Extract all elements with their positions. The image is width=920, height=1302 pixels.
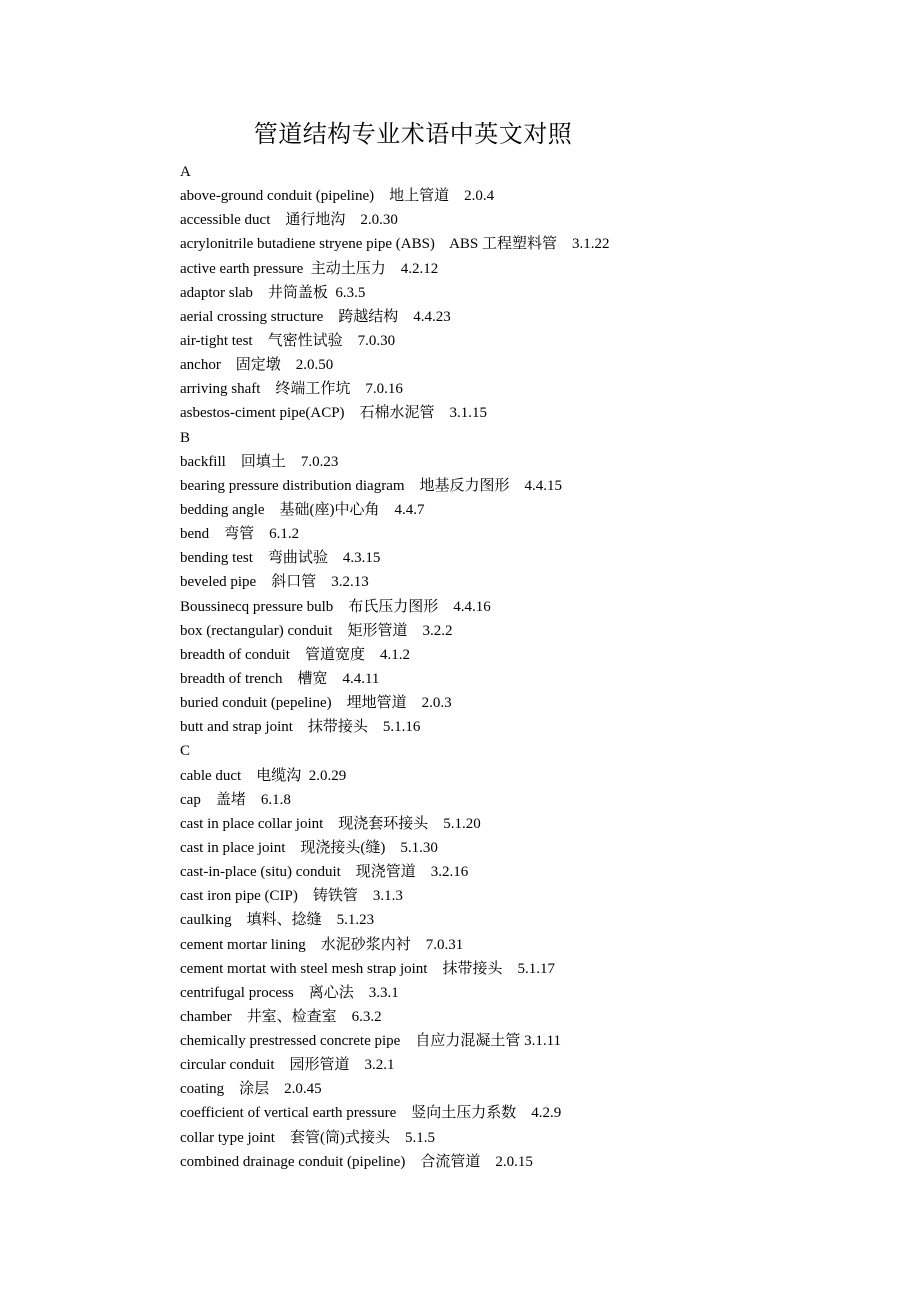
glossary-line: active earth pressure 主动土压力 4.2.12 (180, 260, 439, 277)
glossary-line: breadth of trench 槽宽 4.4.11 (180, 670, 380, 687)
glossary-line: coefficient of vertical earth pressure 竖向土压力系数 4.2.9 (180, 1105, 562, 1122)
glossary-line: cap 盖堵 6.1.8 (180, 791, 291, 808)
glossary-line: A (180, 164, 191, 180)
glossary-line: beveled pipe 斜口管 3.2.13 (180, 574, 369, 591)
glossary-line: cast in place collar joint 现浇套环接头 5.1.20 (180, 815, 481, 832)
glossary-line: accessible duct 通行地沟 2.0.30 (180, 212, 398, 229)
glossary-line: air-tight test 气密性试验 7.0.30 (180, 332, 396, 349)
glossary-line: cement mortat with steel mesh strap joint 抹带接头 5.1.17 (180, 960, 555, 977)
glossary-line: box (rectangular) conduit 矩形管道 3.2.2 (180, 622, 453, 639)
glossary-line: bedding angle 基础(座)中心角 4.4.7 (180, 501, 425, 518)
glossary-line: cast-in-place (situ) conduit 现浇管道 3.2.16 (180, 864, 469, 881)
glossary-line: anchor 固定墩 2.0.50 (180, 357, 334, 374)
glossary-line: cast in place joint 现浇接头(缝) 5.1.30 (180, 839, 438, 856)
glossary-list (180, 160, 880, 1174)
glossary-line: circular conduit 园形管道 3.2.1 (180, 1057, 395, 1074)
glossary-line: Boussinecq pressure bulb 布氏压力图形 4.4.16 (180, 598, 491, 615)
glossary-line: above-ground conduit (pipeline) 地上管道 2.0.4 (180, 188, 495, 205)
glossary-line: coating 涂层 2.0.45 (180, 1081, 322, 1098)
glossary-line: cast iron pipe (CIP) 铸铁管 3.1.3 (180, 888, 403, 905)
glossary-line: breadth of conduit 管道宽度 4.1.2 (180, 646, 410, 663)
glossary-line: B (180, 429, 191, 446)
glossary-line: bearing pressure distribution diagram 地基反力图形 4.4.15 (180, 477, 563, 494)
glossary-line: acrylonitrile butadiene stryene pipe (ABS) ABS 工程塑料管 3.1.22 (180, 236, 610, 253)
glossary-line: asbestos-ciment pipe(ACP) 石棉水泥管 3.1.15 (180, 405, 488, 422)
glossary-line: cement mortar lining 水泥砂浆内衬 7.0.31 (180, 936, 464, 953)
glossary-line: cable duct 电缆沟 2.0.29 (180, 767, 347, 784)
document-title: 管道结构专业术语中英文对照 (253, 122, 573, 148)
glossary-line: chamber 井室、检查室 6.3.2 (180, 1008, 382, 1025)
glossary-line: collar type joint 套管(筒)式接头 5.1.5 (180, 1129, 435, 1146)
glossary-line: caulking 填料、捻缝 5.1.23 (180, 912, 375, 929)
glossary-line: combined drainage conduit (pipeline) 合流管道 2.0.15 (180, 1153, 533, 1170)
glossary-line: butt and strap joint 抹带接头 5.1.16 (180, 719, 421, 736)
glossary-line: bending test 弯曲试验 4.3.15 (180, 550, 381, 567)
glossary-line: chemically prestressed concrete pipe 自应力混凝土管 3.1.11 (180, 1033, 562, 1050)
glossary-line: centrifugal process 离心法 3.3.1 (180, 984, 399, 1001)
glossary-line: arriving shaft 终端工作坑 7.0.16 (180, 381, 403, 398)
glossary-line: backfill 回填土 7.0.23 (180, 453, 339, 470)
glossary-line: adaptor slab 井筒盖板 6.3.5 (180, 284, 366, 301)
glossary-line: aerial crossing structure 跨越结构 4.4.23 (180, 308, 451, 325)
glossary-line: C (180, 743, 191, 760)
glossary-line: bend 弯管 6.1.2 (180, 526, 300, 543)
glossary-line: buried conduit (pepeline) 埋地管道 2.0.3 (180, 695, 452, 712)
